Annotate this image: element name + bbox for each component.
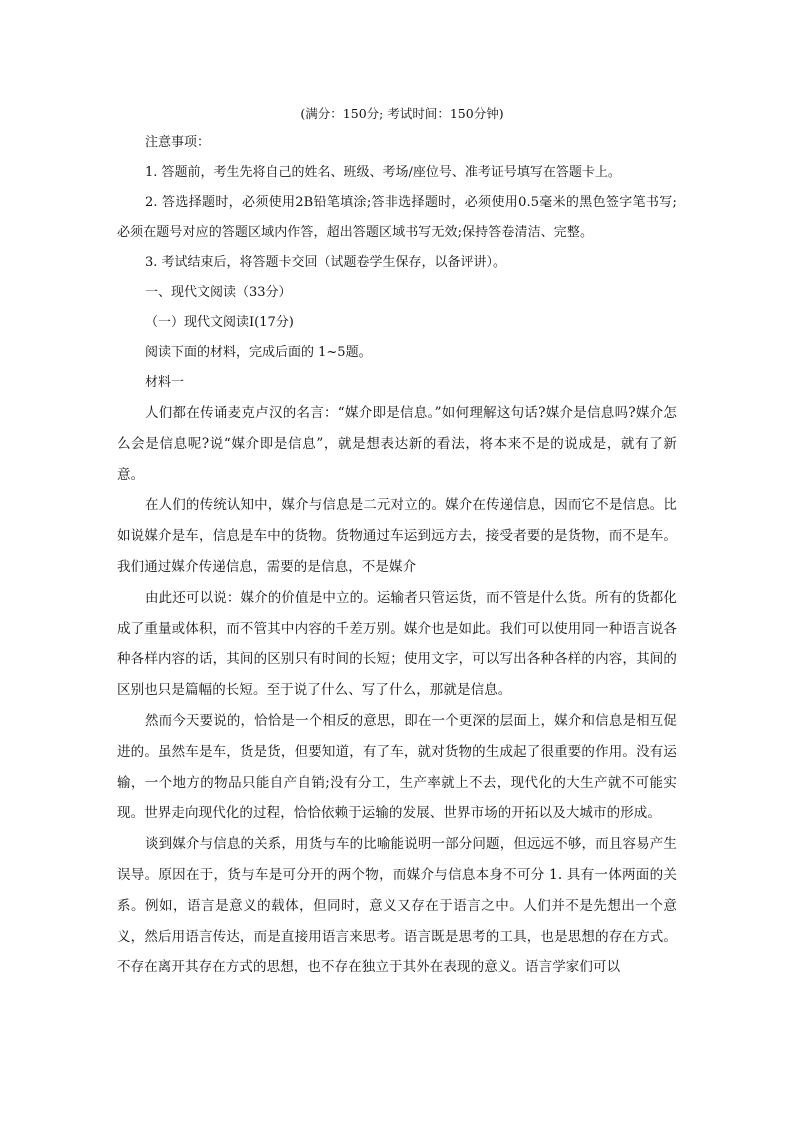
material-label: 材料一 (145, 375, 185, 390)
note-item-3: 3. 考试结束后，将答题卡交回（试题卷学生保存，以备评讲）。 (145, 255, 507, 270)
note-item-2: 2. 答选择题时，必须使用2B铅笔填涂;答非选择题时，必须使用0.5毫米的黑色签字笔书写;必须在题号对应的答题区域内作答，超出答题区域书写无效;保持答卷清洁、完整。 (117, 195, 677, 240)
note-item-1: 1. 答题前，考生先将自己的姓名、班级、考场/座位号、准考证号填写在答题卡上。 (145, 165, 621, 180)
paragraph-5: 谈到媒介与信息的关系，用货与车的比喻能说明一部分问题，但远远不够，而且容易产生误导。原因在于，货与车是可分开的两个物，而媒介与信息本身不可分 1. 具有一体两面的关系。例如，语言是意义的载体，但同时，意义又存在于语言之中。人们并不是先想出一个意义，然后用语言传达，而是直接用语言来思考。语言既是思考的工具，也是思想的存在方式。不存在离开其存在方式的思想，也不存在独立于其外在表现的意义。语言学家们可以 (117, 836, 677, 976)
document-body (117, 103, 677, 983)
notes-heading: 注意事项： (145, 135, 211, 150)
paragraph-3: 由此还可以说：媒介的价值是中立的。运输者只管运货，而不管是什么货。所有的货都化成了重量或体积，而不管其中内容的千差万别。媒介也是如此。我们可以使用同一种语言说各种各样内容的话，其间的区别只有时间的长短；使用文字，可以写出各种各样的内容，其间的区别也只是篇幅的长短。至于说了什么、写了什么，那就是信息。 (117, 589, 677, 699)
subsection-title: （一）现代文阅读Ⅰ(17分) (145, 315, 294, 330)
reading-instruction: 阅读下面的材料，完成后面的 1~5题。 (145, 345, 372, 360)
paragraph-4: 然而今天要说的，恰恰是一个相反的意思，即在一个更深的层面上，媒介和信息是相互促进的。虽然车是车，货是货，但要知道，有了车，就对货物的生成起了很重要的作用。没有运输，一个地方的物品只能自产自销;没有分工，生产率就上不去，现代化的大生产就不可能实现。世界走向现代化的过程，恰恰依赖于运输的发展、世界市场的开拓以及大城市的形成。 (117, 712, 677, 822)
section-title: 一、现代文阅读（33分） (145, 285, 292, 300)
paragraph-2: 在人们的传统认知中，媒介与信息是二元对立的。媒介在传递信息，因而它不是信息。比如说媒介是车，信息是车中的货物。货物通过车运到远方去，接受者要的是货物，而不是车。我们通过媒介传递信息，需要的是信息，不是媒介 (117, 497, 677, 575)
exam-info: (满分：150分; 考试时间：150分钟) (300, 106, 504, 121)
paragraph-1: 人们都在传诵麦克卢汉的名言：“媒介即是信息。”如何理解这句话?媒介是信息吗?媒介怎么会是信息呢?说“媒介即是信息”，就是想表达新的看法，将本来不是的说成是，就有了新意。 (117, 405, 677, 483)
